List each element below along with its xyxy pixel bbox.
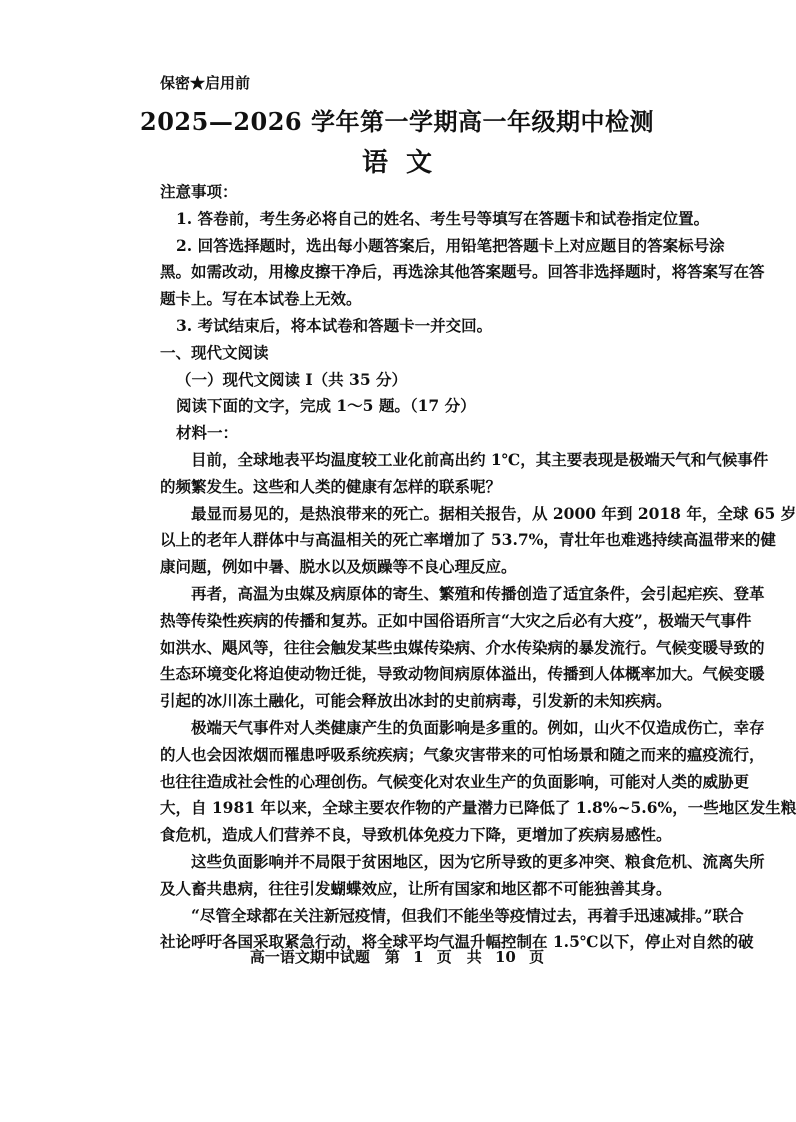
instruction: 阅读下面的文字，完成 1～5 题。（17 分） — [176, 396, 476, 416]
page-footer: 高一语文期中试题 第 1 页 共 10 页 — [249, 948, 545, 966]
paragraph-line: 康问题，例如中暑、脱水以及烦躁等不良心理反应。 — [160, 557, 517, 577]
paragraph-line: 食危机，造成人们营养不良，导致机体免疫力下降，更增加了疾病易感性。 — [160, 825, 672, 845]
exam-body — [160, 179, 796, 956]
paragraph — [160, 715, 796, 849]
paragraph-line: 生态环境变化将迫使动物迁徙，导致动物间病原体溢出，传播到人体概率加大。气候变暖 — [160, 664, 765, 684]
paragraph-line: 热等传染性疾病的传播和复苏。正如中国俗语所言“大灾之后必有大疫”，极端天气事件 — [160, 610, 752, 630]
paragraph-line: 这些负面影响并不局限于贫困地区，因为它所导致的更多冲突、粮食危机、流离失所 — [191, 851, 765, 871]
notice-item-2-cont: 黑。如需改动，用橡皮擦干净后，再选涂其他答案题号。回答非选择题时，将答案写在答 — [160, 262, 765, 282]
paragraph — [160, 581, 765, 715]
notice-item-3: 3. 考试结束后，将本试卷和答题卡一并交回。 — [176, 315, 493, 335]
paragraph-line: 以上的老年人群体中与高温相关的死亡率增加了 53.7%，青壮年也难逃持续高温带来的健 — [160, 530, 776, 550]
paragraph-line: 最显而易见的，是热浪带来的死亡。据相关报告，从 2000 年到 2018 年，全球 65 岁 — [191, 503, 796, 523]
material-text — [160, 447, 796, 956]
section-heading: 一、现代文阅读 — [160, 342, 269, 362]
paragraph-line: 如洪水、飓风等，往往会触发某些虫媒传染病、介水传染病的暴发流行。气候变暖导致的 — [160, 637, 765, 657]
paragraph — [160, 501, 796, 581]
paragraph — [160, 849, 765, 903]
paragraph-line: 引起的冰川冻土融化，可能会释放出冰封的史前病毒，引发新的未知疾病。 — [160, 691, 672, 711]
paragraph-line: 的频繁发生。这些和人类的健康有怎样的联系呢？ — [160, 476, 502, 496]
paragraph-line: 极端天气事件对人类健康产生的负面影响是多重的。例如，山火不仅造成伤亡，幸存 — [191, 717, 765, 737]
paragraph-line: 目前，全球地表平均温度较工业化前高出约 1℃，其主要表现是极端天气和气候事件 — [191, 449, 769, 469]
confidential-mark: 保密★启用前 — [160, 74, 251, 92]
paragraph — [160, 447, 769, 501]
exam-title: 2025—2026 学年第一学期高一年级期中检测 — [140, 107, 654, 136]
paragraph-line: 也往往造成社会性的心理创伤。气候变化对农业生产的负面影响，可能对人类的威胁更 — [160, 771, 750, 791]
sub-section-heading: （一）现代文阅读 I（共 35 分） — [176, 369, 408, 389]
paragraph-line: 及人畜共患病，往往引发蝴蝶效应，让所有国家和地区都不可能独善其身。 — [160, 878, 672, 898]
paragraph-line: “尽管全球都在关注新冠疫情，但我们不能坐等疫情过去，再着手迅速减排。”联合 — [191, 905, 744, 925]
paragraph-line: 大，自 1981 年以来，全球主要农作物的产量潜力已降低了 1.8%~5.6%，一些地区发生粮 — [160, 798, 796, 818]
notice-item-2: 2. 回答选择题时，选出每小题答案后，用铅笔把答题卡上对应题目的答案标号涂 — [176, 235, 725, 255]
material-label: 材料一： — [176, 423, 239, 443]
paragraph-line: 社论呼吁各国采取紧急行动，将全球平均气温升幅控制在 1.5℃以下，停止对自然的破 — [160, 932, 754, 952]
notice-heading: 注意事项： — [160, 182, 238, 201]
paragraph-line: 再者，高温为虫媒及病原体的寄生、繁殖和传播创造了适宜条件，会引起疟疾、登革 — [191, 583, 765, 603]
notice-item-1: 1. 答卷前，考生务必将自己的姓名、考生号等填写在答题卡和试卷指定位置。 — [176, 208, 710, 228]
notice-item-2-end: 题卡上。写在本试卷上无效。 — [160, 289, 362, 309]
subject-title: 语文 — [361, 148, 450, 178]
paragraph-line: 的人也会因浓烟而罹患呼吸系统疾病；气象灾害带来的可怕场景和随之而来的瘟疫流行， — [160, 744, 765, 764]
